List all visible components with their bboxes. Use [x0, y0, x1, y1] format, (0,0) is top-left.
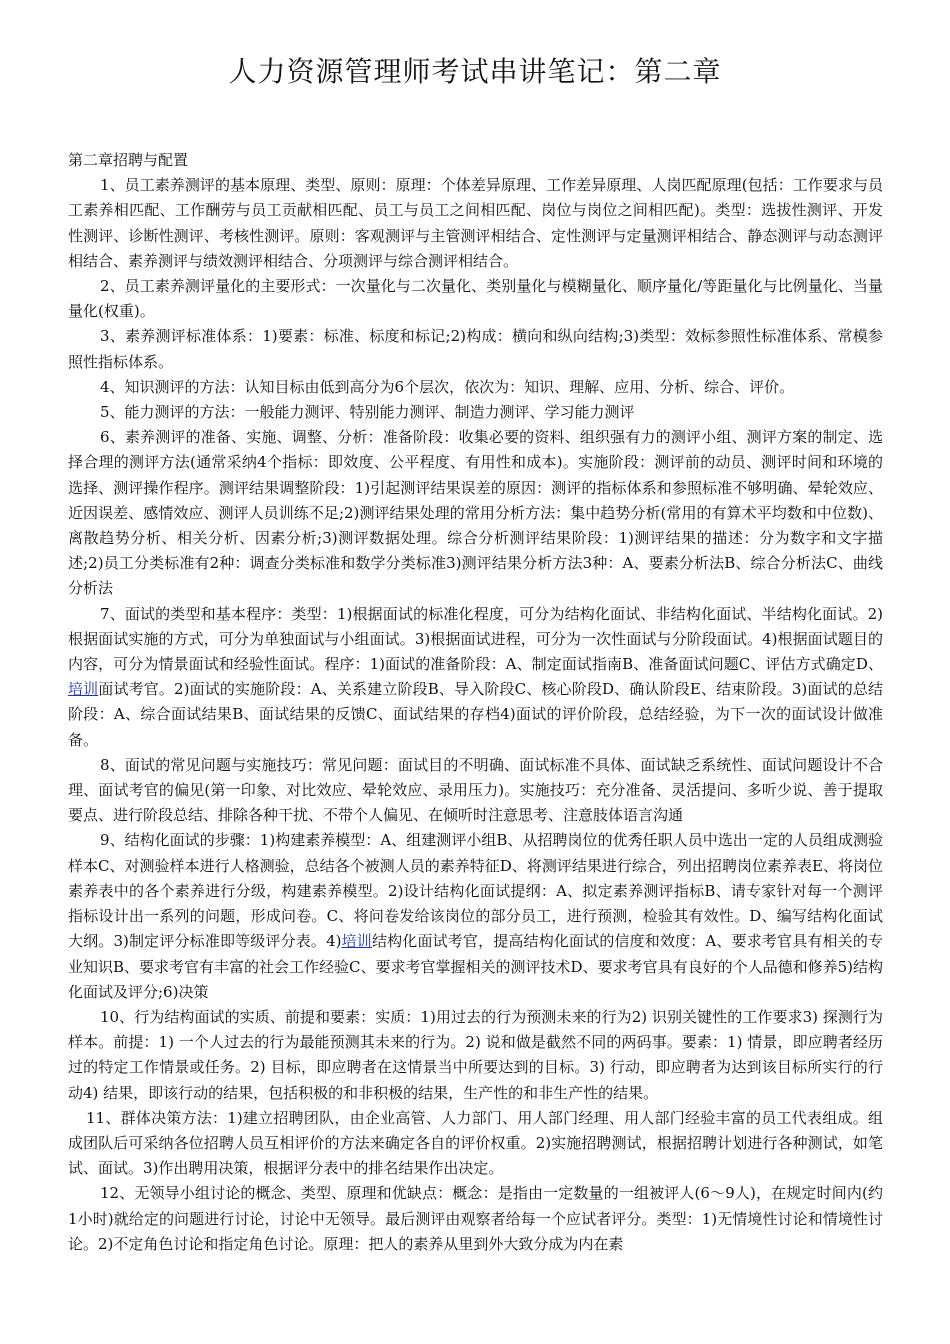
paragraph-text: 5、能力测评的方法：一般能力测评、特别能力测评、制造力测评、学习能力测评 [100, 403, 635, 422]
body-paragraph [68, 828, 883, 1004]
paragraph-text: 9、结构化面试的步骤：1)构建素养模型：A、组建测评小组B、从招聘岗位的优秀任职人员中选出一定的人员组成测验样本C、对测验样本进行人格测验，总结各个被测人员的素养特征D、将测评结果进行综合，列出招聘岗位素养表E、将岗位素养表中的各个素养进行分级，构建素养模型。2)设计结构化面试提纲：A、拟定素养测评指标B、请专家针对每一个测评指标设计出一系列的问题，形成问卷。C、将问卷发给该岗位的部分员工，进行预测，检验其有效性。D、编写结构化面试大纲。3)制定评分标准即等级评分表。4) [68, 831, 883, 951]
paragraph-text: 1、员工素养测评的基本原理、类型、原则：原理：个体差异原理、工作差异原理、人岗匹配原理(包括：工作要求与员工素养相匹配、工作酬劳与员工贡献相匹配、员工与员工之间相匹配、岗位与岗位之间相匹配)。类型：选拔性测评、开发性测评、诊断性测评、考核性测评。原则：客观测评与主管测评相结合、定性测评与定量测评相结合、静态测评与动态测评相结合、素养测评与绩效测评相结合、分项测评与综合测评相结合。 [68, 176, 883, 270]
paragraph-text: 4、知识测评的方法：认知目标由低到高分为6个层次，依次为：知识、理解、应用、分析、综合、评价。 [100, 377, 795, 396]
document-title: 人力资源管理师考试串讲笔记：第二章 [228, 55, 722, 88]
document-body [68, 148, 883, 1257]
body-paragraph [68, 602, 883, 753]
paragraph-text: 7、面试的类型和基本程序：类型：1)根据面试的标准化程度，可分为结构化面试、非结构化面试、半结构化面试。2)根据面试实施的方式，可分为单独面试与小组面试。3)根据面试进程，可分为一次性面试与分阶段面试。4)根据面试题目的内容，可分为情景面试和经验性面试。程序：1)面试的准备阶段：A、制定面试指南B、准备面试问题C、评估方式确定D、 [68, 604, 883, 674]
body-paragraph [68, 1005, 883, 1106]
training-link[interactable]: 培训 [341, 932, 372, 951]
paragraph-text: 结构化面试考官，提高结构化面试的信度和效度：A、要求考官具有相关的专业知识B、要求考官有丰富的社会工作经验C、要求考官掌握相关的测评技术D、要求考官具有良好的个人品德和修养5)结构化面试及评分;6)决策 [68, 932, 884, 1001]
body-paragraph [68, 1106, 883, 1182]
body-paragraph [68, 400, 883, 425]
body-paragraph [68, 324, 883, 374]
paragraph-text: 8、面试的常见问题与实施技巧：常见问题：面试目的不明确、面试标准不具体、面试缺乏系统性、面试问题设计不合理、面试考官的偏见(第一印象、对比效应、晕轮效应、录用压力)。实施技巧：充分准备、灵活提问、多听少说、善于提取要点、进行阶段总结、排除各种干扰、不带个人偏见、在倾听时注意思考、注意肢体语言沟通 [68, 755, 883, 825]
training-link[interactable]: 培训 [68, 680, 99, 699]
body-paragraph [68, 274, 883, 324]
paragraph-text: 12、无领导小组讨论的概念、类型、原理和优缺点：概念：是指由一定数量的一组被评人(6～9人)，在规定时间内(约1小时)就给定的问题进行讨论，讨论中无领导。最后测评由观察者给每一个应试者评分。类型：1)无情境性讨论和情境性讨论。2)不定角色讨论和指定角色讨论。原理：把人的素养从里到外大致分成为内在素 [68, 1184, 883, 1253]
chapter-heading: 第二章招聘与配置 [68, 151, 189, 169]
body-paragraph [68, 1181, 883, 1257]
body-paragraph [68, 173, 883, 274]
body-paragraph [68, 425, 883, 601]
paragraph-text: 11、群体决策方法：1)建立招聘团队，由企业高管、人力部门、用人部门经理、用人部门经验丰富的员工代表组成。组成团队后可采纳各位招聘人员互相评价的方法来确定各自的评价权重。2)实施招聘测试，根据招聘计划进行各种测试，如笔试、面试。3)作出聘用决策，根据评分表中的排名结果作出决定。 [68, 1108, 883, 1178]
paragraph-text: 3、素养测评标准体系：1)要素：标准、标度和标记;2)构成：横向和纵向结构;3)类型：效标参照性标准体系、常模参照性指标体系。 [68, 327, 883, 371]
body-paragraph [68, 375, 883, 400]
body-paragraph [68, 753, 883, 829]
paragraph-text: 面试考官。2)面试的实施阶段：A、关系建立阶段B、导入阶段C、核心阶段D、确认阶段E、结束阶段。3)面试的总结阶段：A、综合面试结果B、面试结果的反馈C、面试结果的存档4)面试的评价阶段，总结经验，为下一次的面试设计做准备。 [68, 680, 883, 749]
paragraph-text: 2、员工素养测评量化的主要形式：一次量化与二次量化、类别量化与模糊量化、顺序量化/等距量化与比例量化、当量量化(权重)。 [68, 277, 883, 321]
paragraph-text: 10、行为结构面试的实质、前提和要素：实质：1)用过去的行为预测未来的行为2) 识别关键性的工作要求3) 探测行为样本。前提：1) 一个人过去的行为最能预测其未来的行为。2) 说和做是截然不同的两码事。要素：1) 情景，即应聘者经历过的特定工作情景或任务。2) 目标，即应聘者在这情景当中所要达到的目标。3) 行动，即应聘者为达到该目标所实行的行动4) 结果，即该行动的结果，包括积极的和非积极的结果，生产性的和非生产性的结果。 [68, 1007, 883, 1102]
paragraph-text: 6、素养测评的准备、实施、调整、分析：准备阶段：收集必要的资料、组织强有力的测评小组、测评方案的制定、选择合理的测评方法(通常采纳4个指标：即效度、公平程度、有用性和成本)。实施阶段：测评前的动员、测评时间和环境的选择、测评操作程序。测评结果调整阶段：1)引起测评结果误差的原因：测评的指标体系和参照标准不够明确、晕轮效应、近因误差、感情效应、测评人员训练不足;2)测评结果处理的常用分析方法：集中趋势分析(常用的有算术平均数和中位数)、离散趋势分析、相关分析、因素分析;3)测评数据处理。综合分析测评结果阶段：1)测评结果的描述：分为数字和文字描述;2)员工分类标准有2种：调查分类标准和数学分类标准3)测评结果分析方法3种：A、要素分析法B、综合分析法C、曲线分析法 [68, 428, 883, 598]
